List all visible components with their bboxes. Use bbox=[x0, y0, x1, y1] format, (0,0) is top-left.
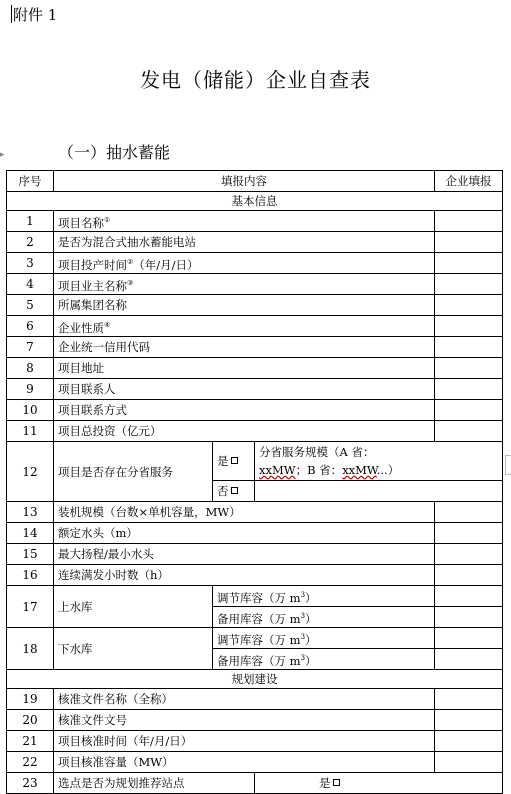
yes-option[interactable]: 是 bbox=[213, 442, 255, 481]
fill-cell[interactable] bbox=[435, 544, 503, 565]
table-row bbox=[7, 586, 503, 607]
table-row bbox=[7, 400, 503, 421]
table-row bbox=[7, 544, 503, 565]
fill-cell[interactable] bbox=[435, 710, 503, 731]
row-label: 项目是否存在分省服务 bbox=[54, 442, 213, 502]
row-number: 3 bbox=[7, 253, 54, 274]
row-number: 4 bbox=[7, 274, 54, 295]
row-label: 企业统一信用代码 bbox=[54, 337, 435, 358]
row-number: 13 bbox=[7, 502, 54, 523]
table-row bbox=[7, 316, 503, 337]
table-row bbox=[7, 253, 503, 274]
row-number: 12 bbox=[7, 442, 54, 502]
right-margin-marker bbox=[505, 455, 511, 475]
checkbox-icon bbox=[231, 487, 238, 494]
table-row bbox=[7, 773, 503, 794]
row-label: 连续满发小时数（h） bbox=[54, 565, 435, 586]
row-number: 19 bbox=[7, 689, 54, 710]
document-title: 发电（储能）企业自查表 bbox=[140, 68, 371, 92]
table-row bbox=[7, 211, 503, 232]
fill-cell[interactable] bbox=[435, 752, 503, 773]
row-number: 9 bbox=[7, 379, 54, 400]
fill-cell[interactable] bbox=[435, 232, 503, 253]
margin-marker: ▸ bbox=[0, 150, 5, 160]
header-content: 填报内容 bbox=[54, 171, 435, 192]
text-cursor bbox=[11, 5, 12, 23]
row-number: 15 bbox=[7, 544, 54, 565]
table-row bbox=[7, 752, 503, 773]
section-planning: 规划建设 bbox=[7, 670, 503, 689]
fill-cell[interactable] bbox=[435, 586, 503, 607]
no-option[interactable]: 否 bbox=[213, 481, 255, 502]
fill-cell[interactable] bbox=[435, 358, 503, 379]
row-label: 核准文件文号 bbox=[54, 710, 435, 731]
row-number: 1 bbox=[7, 211, 54, 232]
fill-cell[interactable] bbox=[435, 337, 503, 358]
sub-label: 备用库容（万 $m^3$） bbox=[213, 607, 435, 628]
table-row bbox=[7, 523, 503, 544]
row-label: 项目总投资（亿元） bbox=[54, 421, 435, 442]
section-basic-info: 基本信息 bbox=[7, 192, 503, 211]
fill-cell[interactable] bbox=[435, 211, 503, 232]
table-row bbox=[7, 379, 503, 400]
row-label: 项目核准容量（MW） bbox=[54, 752, 435, 773]
row-number: 20 bbox=[7, 710, 54, 731]
table-row bbox=[7, 421, 503, 442]
fill-cell[interactable] bbox=[435, 400, 503, 421]
fill-cell[interactable] bbox=[255, 481, 503, 502]
sub-label: 调节库容（万 $m^3$） bbox=[213, 586, 435, 607]
table-row bbox=[7, 337, 503, 358]
row-label: 企业性质④ bbox=[54, 316, 435, 337]
fill-cell[interactable] bbox=[435, 689, 503, 710]
table-row bbox=[7, 274, 503, 295]
row-label: 项目联系方式 bbox=[54, 400, 435, 421]
row-label: 装机规模（台数×单机容量，MW） bbox=[54, 502, 435, 523]
table-header-row bbox=[7, 171, 503, 192]
row-number: 11 bbox=[7, 421, 54, 442]
row-number: 8 bbox=[7, 358, 54, 379]
row-label: 项目投产时间②（年/月/日） bbox=[54, 253, 435, 274]
table-row bbox=[7, 502, 503, 523]
section-title: （一）抽水蓄能 bbox=[58, 143, 171, 162]
sub-label: 备用库容（万 $m^3$） bbox=[213, 649, 435, 670]
row-label: 最大扬程/最小水头 bbox=[54, 544, 435, 565]
checkbox-icon bbox=[333, 779, 340, 786]
header-fill: 企业填报 bbox=[435, 171, 503, 192]
self-check-table bbox=[6, 170, 503, 794]
fill-cell[interactable] bbox=[435, 274, 503, 295]
province-scale-cell: 分省服务规模（A 省： xxMW；B 省：xxMW...） bbox=[255, 442, 503, 481]
table-row bbox=[7, 565, 503, 586]
row-label: 项目联系人 bbox=[54, 379, 435, 400]
fill-cell[interactable] bbox=[435, 523, 503, 544]
row-number: 21 bbox=[7, 731, 54, 752]
row-number: 6 bbox=[7, 316, 54, 337]
row-label: 项目名称① bbox=[54, 211, 435, 232]
row-label: 上水库 bbox=[54, 586, 213, 628]
row-number: 16 bbox=[7, 565, 54, 586]
fill-cell[interactable] bbox=[435, 379, 503, 400]
table-row bbox=[7, 442, 503, 481]
row-number: 18 bbox=[7, 628, 54, 670]
attachment-label: 附件 1 bbox=[13, 6, 58, 24]
row-number: 2 bbox=[7, 232, 54, 253]
fill-cell[interactable] bbox=[435, 316, 503, 337]
sub-label: 调节库容（万 $m^3$） bbox=[213, 628, 435, 649]
row-label: 下水库 bbox=[54, 628, 213, 670]
row-label: 项目地址 bbox=[54, 358, 435, 379]
row-label: 核准文件名称（全称） bbox=[54, 689, 435, 710]
header-no: 序号 bbox=[7, 171, 54, 192]
fill-cell[interactable] bbox=[435, 607, 503, 628]
table-row bbox=[7, 731, 503, 752]
row-number: 17 bbox=[7, 586, 54, 628]
table-row bbox=[7, 358, 503, 379]
row-number: 10 bbox=[7, 400, 54, 421]
row-number: 23 bbox=[7, 773, 54, 794]
row-label: 是否为混合式抽水蓄能电站 bbox=[54, 232, 435, 253]
row-label: 项目业主名称③ bbox=[54, 274, 435, 295]
row-number: 14 bbox=[7, 523, 54, 544]
fill-cell[interactable] bbox=[435, 731, 503, 752]
table-row bbox=[7, 295, 503, 316]
table-row bbox=[7, 628, 503, 649]
row-number: 22 bbox=[7, 752, 54, 773]
fill-cell[interactable] bbox=[435, 628, 503, 649]
row-number: 7 bbox=[7, 337, 54, 358]
row-label: 所属集团名称 bbox=[54, 295, 435, 316]
table-row bbox=[7, 232, 503, 253]
fill-cell[interactable] bbox=[435, 649, 503, 670]
yes-option[interactable]: 是 bbox=[255, 773, 503, 794]
table-row bbox=[7, 689, 503, 710]
table-row bbox=[7, 710, 503, 731]
row-label: 选点是否为规划推荐站点 bbox=[54, 773, 255, 794]
checkbox-icon bbox=[231, 457, 238, 464]
fill-cell[interactable] bbox=[435, 565, 503, 586]
fill-cell[interactable] bbox=[435, 421, 503, 442]
row-label: 额定水头（m） bbox=[54, 523, 435, 544]
fill-cell[interactable] bbox=[435, 253, 503, 274]
row-label: 项目核准时间（年/月/日） bbox=[54, 731, 435, 752]
row-number: 5 bbox=[7, 295, 54, 316]
fill-cell[interactable] bbox=[435, 502, 503, 523]
fill-cell[interactable] bbox=[435, 295, 503, 316]
